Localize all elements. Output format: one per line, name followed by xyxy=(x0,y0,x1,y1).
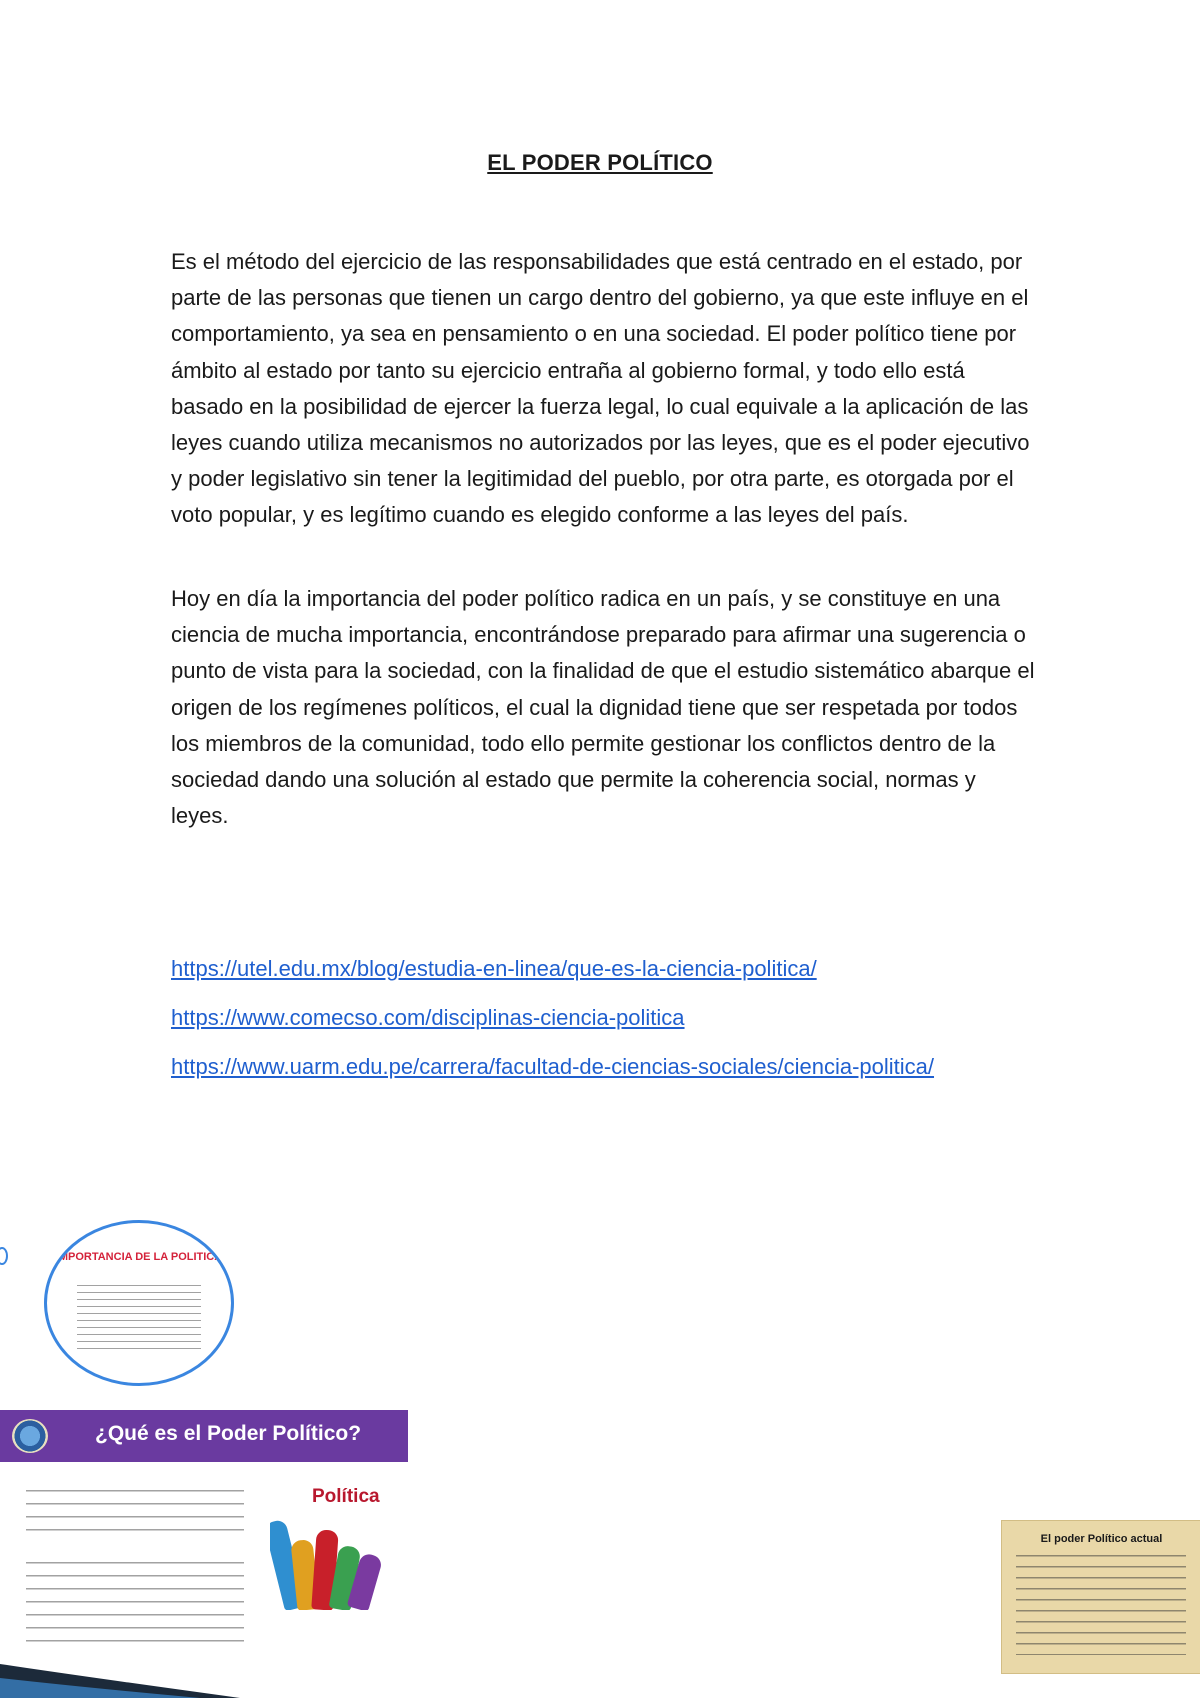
banner-text-block-1 xyxy=(26,1490,244,1536)
reference-link-comecso[interactable]: https://www.comecso.com/disciplinas-ciencia-politica xyxy=(171,1005,685,1030)
page-title: EL PODER POLÍTICO xyxy=(487,150,713,175)
que-es-poder-politico-banner xyxy=(0,1410,408,1462)
paragraph-definition: Es el método del ejercicio de las responsabilidades que está centrado en el estado, por parte de las personas que tienen un cargo dentro del gobierno, ya que este influye en el comportamiento, ya sea en pensamiento o en una sociedad. El poder político tiene por ámbito al estado por tanto su ejercicio entraña al gobierno formal, y todo ello está basado en la posibilidad de ejercer la fuerza legal, lo cual equivale a la aplicación de las leyes cuando utiliza mecanismos no autorizados por las leyes, que es el poder ejecutivo y poder legislativo sin tener la legitimidad del pueblo, por otra parte, es otorgada por el voto popular, y es legítimo cuando es elegido conforme a las leyes del país. xyxy=(171,249,1030,528)
importancia-title: IMPORTANCIA DE LA POLITICA xyxy=(55,1251,223,1263)
decorative-swoosh xyxy=(0,1654,240,1698)
paragraph-importance: Hoy en día la importancia del poder político radica en un país, y se constituye en una ciencia de mucha importancia, encontrándose preparado para afirmar una sugerencia o punto de vista para la sociedad, con la finalidad de que el estudio sistemático abarque el origen de los regímenes políticos, el cual la dignidad tiene que ser respetada por todos los miembros de la comunidad, todo ello permite gestionar los conflictos dentro de la sociedad dando una solución al estado que permite la coherencia social, normas y leyes. xyxy=(171,586,1035,829)
reference-link-utel[interactable]: https://utel.edu.mx/blog/estudia-en-linea/que-es-la-ciencia-politica/ xyxy=(171,956,817,981)
edge-mark-icon xyxy=(0,1247,8,1265)
banner-title: ¿Qué es el Poder Político? xyxy=(95,1422,362,1445)
politica-hands-image xyxy=(270,1482,385,1610)
importancia-politica-image xyxy=(44,1220,234,1386)
importancia-text-block xyxy=(77,1285,201,1355)
politica-label: Política xyxy=(312,1486,380,1507)
actual-title: El poder Político actual xyxy=(1040,1533,1163,1545)
banner-text-block-2 xyxy=(26,1562,244,1647)
reference-link-uarm[interactable]: https://www.uarm.edu.pe/carrera/facultad-de-ciencias-sociales/ciencia-politica/ xyxy=(171,1054,935,1079)
reference-links xyxy=(171,944,934,1091)
institution-logo-icon xyxy=(12,1419,48,1453)
poder-politico-actual-image xyxy=(1001,1520,1200,1674)
actual-text-block xyxy=(1016,1555,1186,1655)
